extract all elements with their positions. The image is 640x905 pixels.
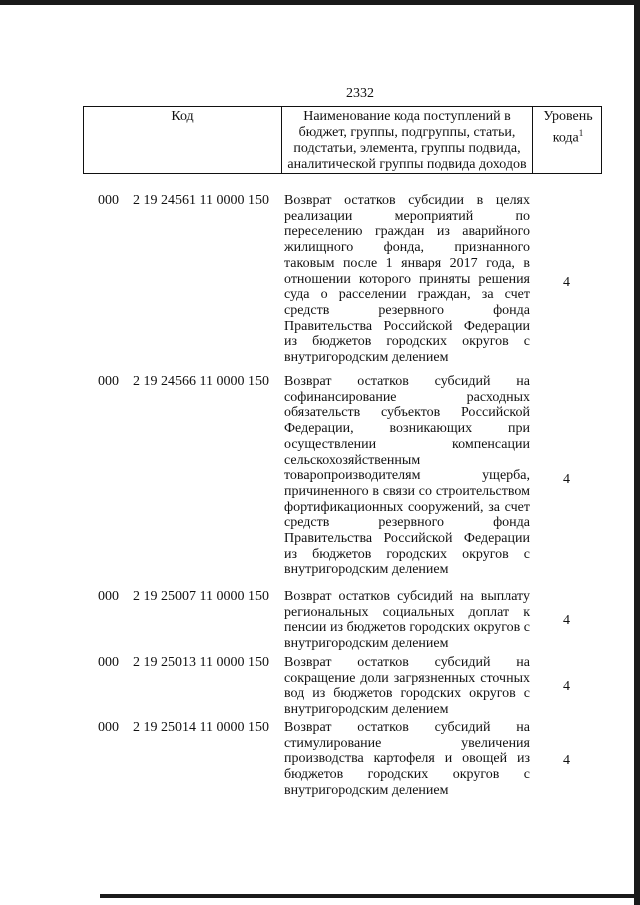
header-level-label: Уровень кода bbox=[543, 109, 593, 146]
revenue-code: 2 19 25014 11 0000 150 bbox=[133, 720, 269, 735]
revenue-code: 2 19 25007 11 0000 150 bbox=[133, 589, 269, 604]
header-code: Код bbox=[84, 107, 282, 173]
scan-edge-bottom bbox=[100, 894, 640, 898]
admin-code: 000 bbox=[98, 193, 119, 208]
admin-code: 000 bbox=[98, 374, 119, 389]
scan-edge-top bbox=[0, 0, 640, 5]
revenue-name: Возврат остатков субсидий на выплату региональных социальных доплат к пенсии из бюджетов городских округов с внутригородским делением bbox=[284, 589, 530, 652]
revenue-name: Возврат остатков субсидий на сокращение доли загрязненных сточных вод из бюджетов городских округов с внутригородским делением bbox=[284, 655, 530, 718]
admin-code: 000 bbox=[98, 720, 119, 735]
revenue-name: Возврат остатков субсидий на софинансирование расходных обязательств субъектов Российской Федерации, возникающих при осуществлении компенсации сельскохозяйственным товаропроизводителям ущерба, причиненного в связи со строительством фортификационных сооружений, за счет средств резервного фонда Правительства Российской Федерации из бюджетов городских округов с внутригородским делением bbox=[284, 374, 530, 578]
header-name: Наименование кода поступлений в бюджет, группы, подгруппы, статьи, подстатьи, элемента, группы подвида, аналитической группы подвида доходов bbox=[282, 107, 533, 173]
revenue-code: 2 19 25013 11 0000 150 bbox=[133, 655, 269, 670]
code-level: 4 bbox=[563, 613, 570, 628]
code-level: 4 bbox=[563, 753, 570, 768]
code-level: 4 bbox=[563, 275, 570, 290]
admin-code: 000 bbox=[98, 589, 119, 604]
revenue-name: Возврат остатков субсидий на стимулирование увеличения производства картофеля и овощей из бюджетов городских округов с внутригородским делением bbox=[284, 720, 530, 798]
code-level: 4 bbox=[563, 679, 570, 694]
revenue-code: 2 19 24566 11 0000 150 bbox=[133, 374, 269, 389]
code-level: 4 bbox=[563, 472, 570, 487]
page-number: 2332 bbox=[346, 86, 374, 101]
revenue-code: 2 19 24561 11 0000 150 bbox=[133, 193, 269, 208]
header-level-footnote: 1 bbox=[578, 128, 584, 138]
admin-code: 000 bbox=[98, 655, 119, 670]
revenue-name: Возврат остатков субсидии в целях реализации мероприятий по переселению граждан из аварийного жилищного фонда, признанного таковым после 1 января 2017 года, в отношении которого приняты решения суда о расселении граждан, за счет средств резервного фонда Правительства Российской Федерации из бюджетов городских округов с внутригородским делением bbox=[284, 193, 530, 366]
scan-edge-right bbox=[634, 0, 640, 905]
table-header bbox=[83, 106, 602, 174]
header-level bbox=[533, 107, 603, 173]
